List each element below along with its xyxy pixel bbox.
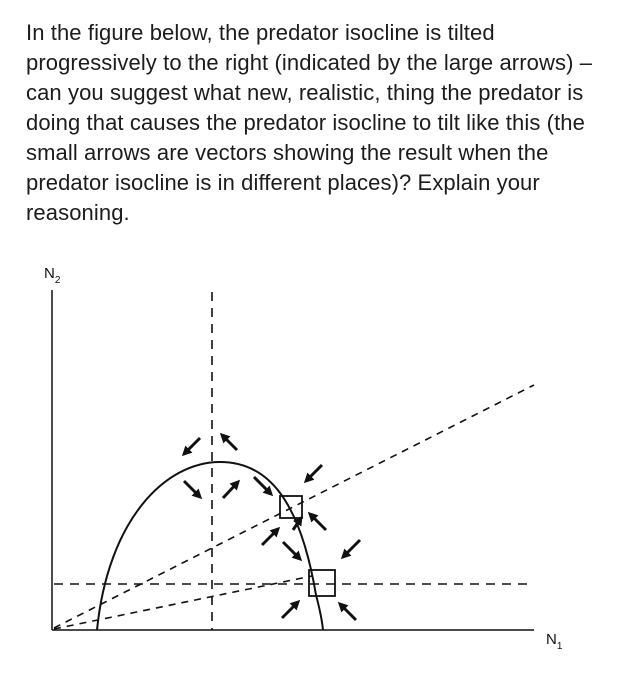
- vector-arrow: [282, 602, 298, 618]
- vector-arrow: [340, 604, 356, 620]
- vector-arrow: [310, 514, 326, 530]
- vector-arrow: [343, 540, 360, 557]
- vector-arrow: [184, 481, 200, 497]
- tilted-isocline-2: [54, 385, 534, 628]
- vector-arrow: [262, 529, 278, 545]
- vector-arrow: [283, 542, 300, 559]
- vector-arrow: [184, 438, 200, 454]
- vector-arrow: [306, 465, 322, 481]
- vector-arrow: [222, 435, 237, 450]
- question-text: In the figure below, the predator isocline is tilted progressively to the right (indicated by the large arrows) – can you suggest what new, realistic, thing the predator is doing that causes the predator isocline to tilt like this (the small arrows are vectors showing the result when the predator isocline is in different places)? Explain your reasoning.: [26, 20, 593, 225]
- y-axis-label: $N_2$: [44, 265, 61, 286]
- x-axis-label: $N_1$: [546, 631, 563, 652]
- vector-arrow: [223, 482, 238, 498]
